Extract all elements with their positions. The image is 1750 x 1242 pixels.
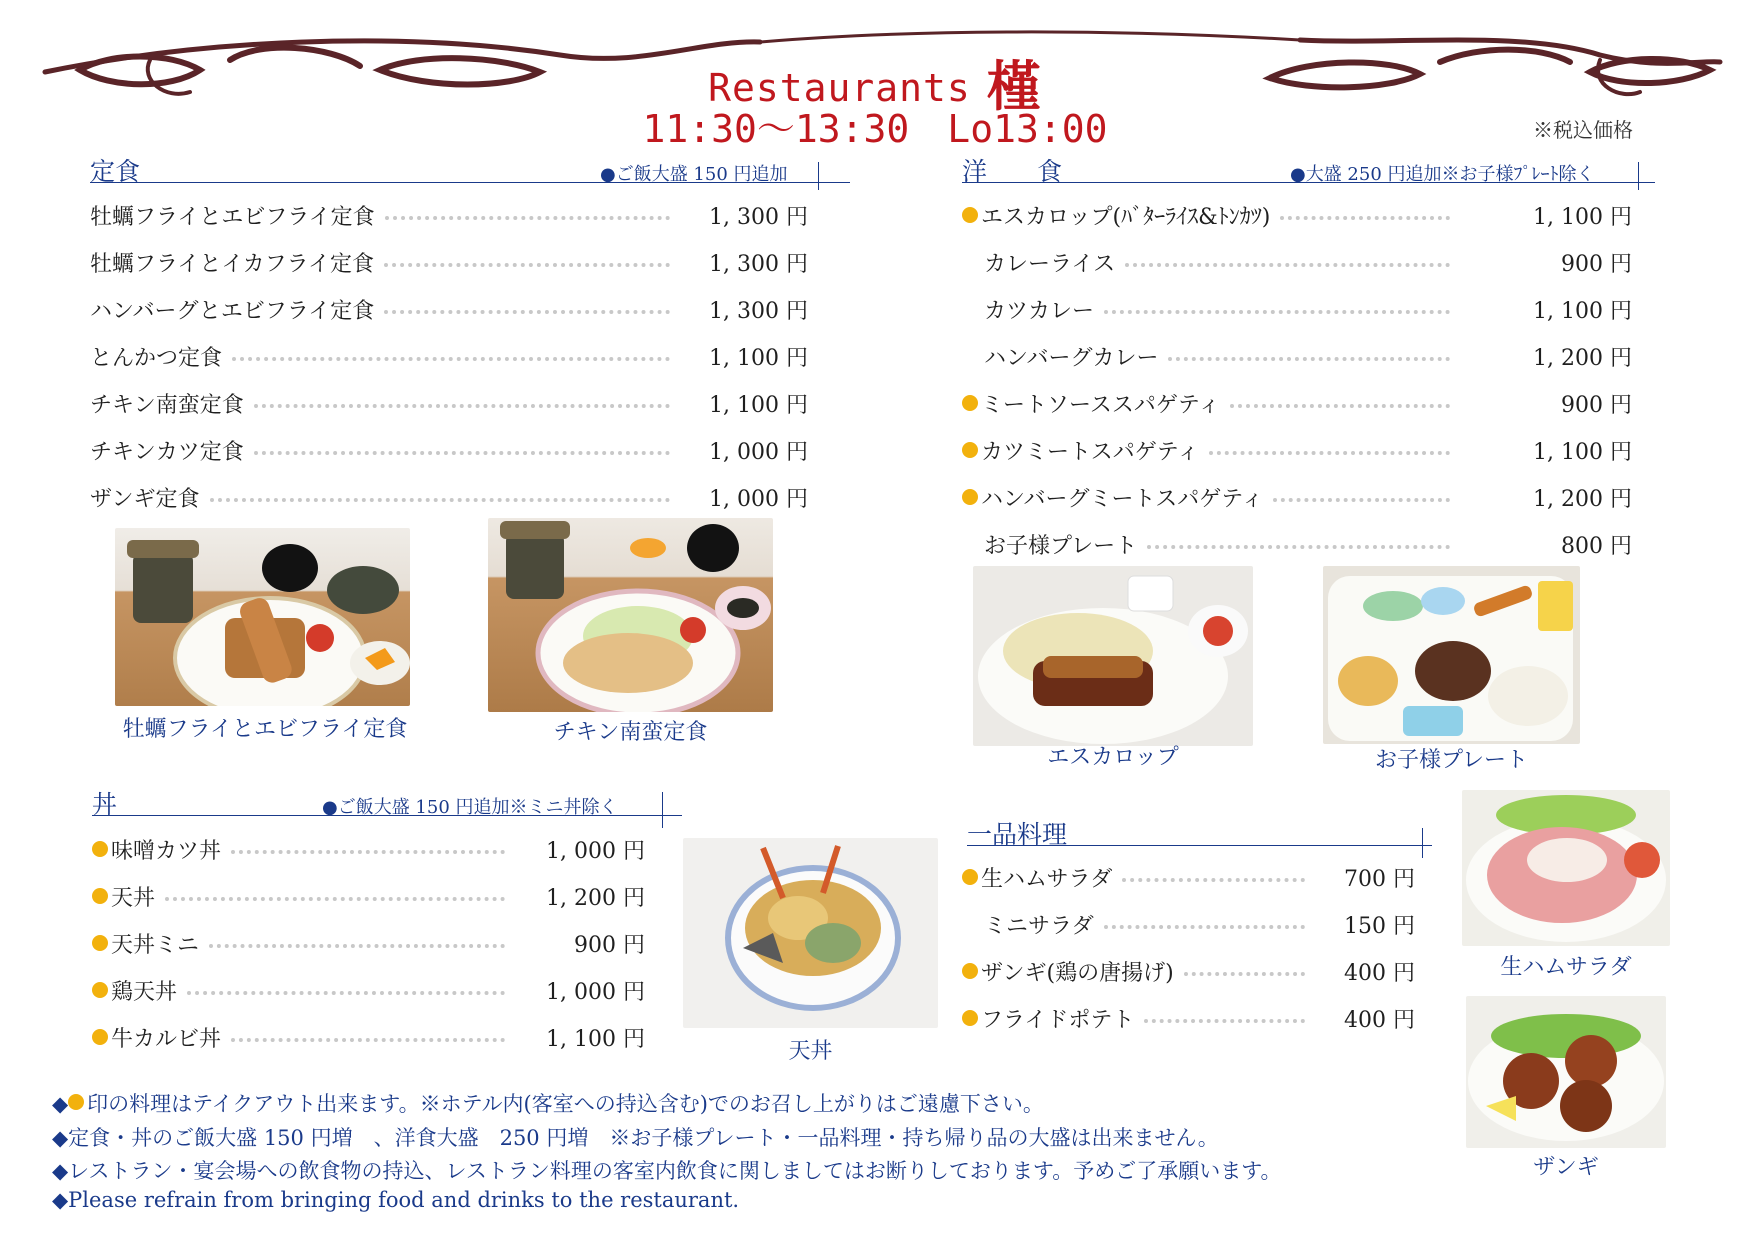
ippin-item-name: ザンギ(鶏の唐揚げ) [981,961,1174,986]
leader-dots [1209,451,1450,455]
teishoku-item-7 [90,482,200,513]
yoshoku-item-price: 1, 100 円 [1533,299,1632,324]
donburi-item-5 [92,1022,221,1053]
photo-caption-tendon: 天丼 [788,1039,833,1064]
yoshoku-item-7 [962,482,1263,513]
yoshoku-item-5 [962,388,1220,419]
teishoku-section-note: ●ご飯大盛 150 円追加 [600,164,788,185]
yoshoku-item-name: ミートソーススパゲティ [981,393,1221,418]
restaurant-title: Restaurants 槿 [708,54,1042,118]
ippin-photo-zangi [1466,996,1666,1148]
leader-dots [1273,498,1450,502]
teishoku-item-price: 1, 000 円 [709,487,808,512]
teishoku-item-price: 1, 300 円 [709,252,808,277]
teishoku-item-name: チキンカツ定食 [90,440,244,465]
footer-no-outside-food-note: ◆レストラン・宴会場への飲食物の持込、レストラン料理の客室内飲食に関しましてはお断りしております。予めご了承願います。 [52,1159,1282,1183]
leader-dots [231,1038,505,1042]
takeout-dot-icon [92,982,108,998]
donburi-item-price: 1, 000 円 [546,839,645,864]
donburi-section-rule [92,815,682,816]
leader-dots [1125,263,1450,267]
yoshoku-item-6 [962,435,1199,466]
yoshoku-item-price: 800 円 [1561,534,1632,559]
teishoku-item-3 [90,294,374,325]
teishoku-item-5 [90,388,244,419]
teishoku-photo-kaki-ebi [115,528,410,706]
yoshoku-photo-escalope-image [973,566,1253,746]
teishoku-item-1 [90,200,375,231]
leader-dots [254,451,670,455]
ippin-item-price: 700 円 [1344,867,1415,892]
yoshoku-item-name: カツミートスパゲティ [981,440,1200,465]
footer-english-note: ◆Please refrain from bringing food and drinks to the restaurant. [52,1188,740,1212]
leader-dots [187,991,505,995]
takeout-dot-icon [962,442,978,458]
donburi-item-name: 味噌カツ丼 [111,839,222,864]
yoshoku-item-3 [984,294,1094,325]
takeout-dot-icon [92,935,108,951]
ippin-item-name: 生ハムサラダ [981,867,1113,892]
ippin-section-title: 一品料理 [967,820,1068,849]
yoshoku-item-name: お子様プレート [984,534,1138,559]
takeout-dot-icon [962,489,978,505]
yoshoku-item-name: エスカロップ(ﾊﾞﾀｰﾗｲｽ&ﾄﾝｶﾂ) [981,205,1271,230]
yoshoku-item-name: カレーライス [984,252,1116,277]
leader-dots [209,944,505,948]
teishoku-item-name: ザンギ定食 [90,487,200,512]
leader-dots [385,216,670,220]
teishoku-item-name: 牡蠣フライとエビフライ定食 [90,205,375,230]
leader-dots [384,263,670,267]
takeout-dot-icon [962,869,978,885]
yoshoku-section-title: 洋 食 [962,157,1063,186]
photo-caption-nama-ham-salad: 生ハムサラダ [1500,955,1632,980]
restaurant-name-kanji: 槿 [986,54,1042,118]
opening-hours: 11:30～13:30 Lo13:00 [642,107,1108,151]
ippin-item-name: フライドポテト [981,1008,1135,1033]
leader-dots [232,357,670,361]
donburi-item-name: 天丼 [111,886,156,911]
donburi-item-2 [92,881,155,912]
takeout-dot-icon [962,1010,978,1026]
ippin-item-name: ミニサラダ [984,914,1094,939]
teishoku-item-name: とんかつ定食 [90,346,223,371]
ippin-item-price: 400 円 [1344,1008,1415,1033]
yoshoku-photo-kids-plate-image [1323,566,1580,744]
yoshoku-section-rule [962,182,1655,183]
leader-dots [1104,310,1450,314]
takeout-dot-icon [962,395,978,411]
ippin-photo-nama-ham-salad-image [1462,790,1670,946]
donburi-photo-tendon [683,838,938,1028]
yoshoku-item-price: 1, 200 円 [1533,487,1632,512]
ippin-item-1 [962,862,1112,893]
yoshoku-item-price: 1, 100 円 [1533,205,1632,230]
leader-dots [1168,357,1450,361]
donburi-section-title: 丼 [92,790,118,819]
yoshoku-item-1 [962,200,1270,231]
teishoku-item-price: 1, 100 円 [709,346,808,371]
teishoku-item-price: 1, 300 円 [709,299,808,324]
donburi-item-name: 牛カルビ丼 [111,1027,222,1052]
leader-dots [1147,545,1450,549]
donburi-item-name: 天丼ミニ [111,933,200,958]
leader-dots [1280,216,1450,220]
donburi-item-price: 1, 200 円 [546,886,645,911]
donburi-item-1 [92,834,221,865]
leader-dots [210,498,670,502]
leader-dots [231,850,505,854]
yoshoku-item-4 [984,341,1158,372]
donburi-item-price: 900 円 [574,933,645,958]
yoshoku-item-price: 900 円 [1561,393,1632,418]
photo-caption-chicken-nanban: チキン南蛮定食 [553,720,708,745]
yoshoku-item-name: カツカレー [984,299,1095,324]
yoshoku-photo-kids-plate [1323,566,1580,744]
teishoku-section-title: 定食 [90,157,141,186]
yoshoku-item-price: 1, 100 円 [1533,440,1632,465]
photo-caption-zangi: ザンギ [1533,1155,1599,1180]
teishoku-photo-chicken-nanban-image [488,518,773,712]
teishoku-item-4 [90,341,222,372]
donburi-photo-tendon-image [683,838,938,1028]
photo-caption-kids-plate: お子様プレート [1374,748,1529,773]
photo-caption-escalope: エスカロップ [1047,745,1179,770]
yoshoku-photo-escalope [973,566,1253,746]
teishoku-photo-kaki-ebi-image [115,528,410,706]
teishoku-section-tick [818,162,819,190]
footer-takeout-note: ◆ 印の料理はテイクアウト出来ます。※ホテル内(客室への持込含む)でのお召し上がりはご遠慮下さい。 [52,1092,1044,1116]
donburi-section-tick [662,792,663,828]
ippin-item-price: 400 円 [1344,961,1415,986]
ippin-item-4 [962,1003,1134,1034]
yoshoku-section-tick [1638,162,1639,190]
teishoku-item-name: ハンバーグとエビフライ定食 [90,299,375,324]
ippin-item-2 [984,909,1094,940]
teishoku-item-6 [90,435,244,466]
takeout-dot-icon [92,841,108,857]
leader-dots [384,310,670,314]
tax-included-note: ※税込価格 [1533,118,1633,142]
photo-caption-kaki-ebi: 牡蠣フライとエビフライ定食 [122,717,408,742]
ippin-item-price: 150 円 [1344,914,1415,939]
takeout-dot-icon [68,1094,84,1110]
footer-large-serving-note: ◆定食・丼のご飯大盛 150 円増 、洋食大盛 250 円増 ※お子様プレート・一品料理・持ち帰り品の大盛は出来ません。 [52,1126,1219,1150]
donburi-item-3 [92,928,199,959]
yoshoku-item-name: ハンバーグミートスパゲティ [981,487,1264,512]
leader-dots [165,897,505,901]
yoshoku-item-8 [984,529,1137,560]
teishoku-item-price: 1, 100 円 [709,393,808,418]
yoshoku-item-name: ハンバーグカレー [984,346,1159,371]
ippin-section-tick [1422,828,1423,858]
yoshoku-section-note: ●大盛 250 円追加※お子様ﾌﾟﾚｰﾄ除く [1290,164,1595,185]
teishoku-photo-chicken-nanban [488,518,773,712]
takeout-dot-icon [92,1029,108,1045]
leader-dots [1230,404,1450,408]
teishoku-item-price: 1, 300 円 [709,205,808,230]
donburi-item-price: 1, 100 円 [546,1027,645,1052]
takeout-dot-icon [962,963,978,979]
ippin-item-3 [962,956,1174,987]
takeout-dot-icon [92,888,108,904]
yoshoku-item-price: 900 円 [1561,252,1632,277]
donburi-section-note: ●ご飯大盛 150 円追加※ミニ丼除く [322,797,618,818]
leader-dots [254,404,670,408]
donburi-item-name: 鶏天丼 [111,980,178,1005]
donburi-item-4 [92,975,177,1006]
teishoku-item-name: 牡蠣フライとイカフライ定食 [90,252,375,277]
teishoku-item-price: 1, 000 円 [709,440,808,465]
teishoku-section-rule [90,182,850,183]
ippin-photo-nama-ham-salad [1462,790,1670,946]
yoshoku-item-price: 1, 200 円 [1533,346,1632,371]
teishoku-item-name: チキン南蛮定食 [90,393,244,418]
yoshoku-item-2 [984,247,1115,278]
takeout-dot-icon [962,207,978,223]
teishoku-item-2 [90,247,374,278]
ippin-section-rule [967,845,1432,846]
donburi-item-price: 1, 000 円 [546,980,645,1005]
ippin-photo-zangi-image [1466,996,1666,1148]
